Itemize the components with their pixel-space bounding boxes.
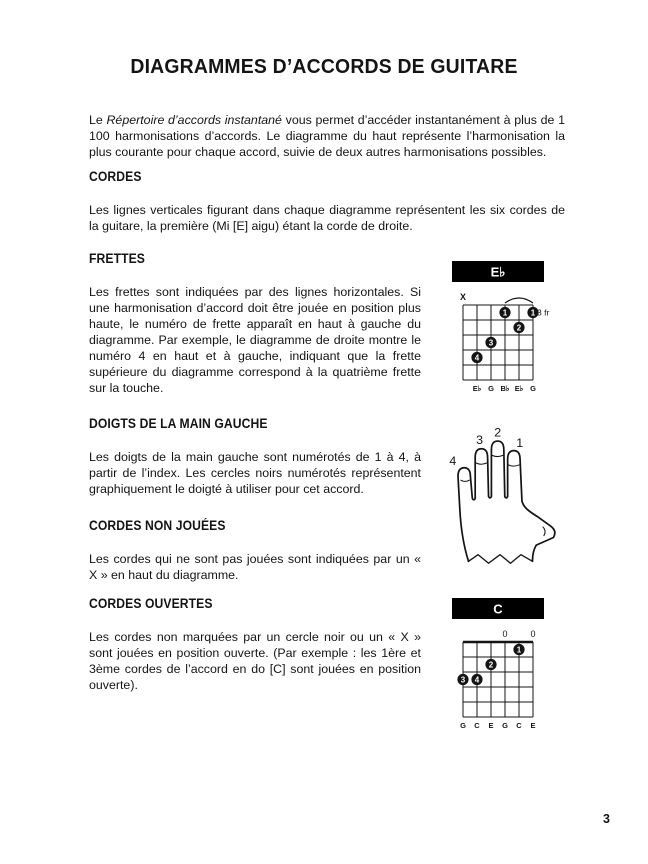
- section-heading-cordes-ouvertes: CORDES OUVERTES: [89, 596, 213, 611]
- finger-label: 1: [516, 435, 524, 450]
- intro-segment: Répertoire d’accords instantané: [106, 113, 282, 128]
- section-body-cordes-ouvertes: Les cordes non marquées par un cercle noir ou un « X » sont jouées en position ouverte. (Par exemple : les 1ère et 3ème cordes de l’accord en do [C] sont jouées en position ouverte).: [89, 630, 421, 693]
- section-body-frettes: Les frettes sont indiquées par des lignes horizontales. Si une harmonisation d’accord doit être jouée en position plus haute, le numéro de frette apparaît en haut à gauche du diagramme. Par exemple, le diagramme de droite montre le numéro 4 en haut et à gauche, indiquant que la frette supérieure du diagramme correspond à la quatrième frette sur la touche.: [89, 285, 421, 396]
- fret-position-label: 3 fr: [537, 307, 550, 318]
- open-string-marker: 0: [530, 629, 536, 639]
- finger-dot-number: 1: [530, 308, 536, 318]
- note-name: G: [488, 384, 494, 393]
- muted-string-marker: X: [459, 292, 467, 302]
- note-name: E♭: [472, 384, 482, 393]
- note-name: C: [474, 721, 480, 730]
- finger-dot-number: 3: [460, 675, 466, 685]
- note-name: E♭: [514, 384, 524, 393]
- finger-dot-number: 2: [488, 660, 494, 670]
- section-heading-frettes: FRETTES: [89, 251, 145, 266]
- section-heading-doigts: DOIGTS DE LA MAIN GAUCHE: [89, 416, 268, 431]
- chord-name: E♭: [490, 264, 506, 280]
- open-string-marker: 0: [502, 629, 508, 639]
- finger-dot-number: 1: [516, 645, 522, 655]
- note-name: C: [516, 721, 522, 730]
- finger-label: 2: [494, 425, 502, 440]
- note-name: B♭: [500, 384, 510, 393]
- page-number: 3: [603, 812, 610, 826]
- intro-segment: Le: [89, 113, 107, 128]
- intro-paragraph: [89, 112, 565, 160]
- page-title: DIAGRAMMES D’ACCORDS DE GUITARE: [130, 56, 518, 78]
- section-body-cordes-non-jouees: Les cordes qui ne sont pas jouées sont indiquées par un « X » en haut du diagramme.: [89, 552, 421, 583]
- hand-outline: [458, 441, 555, 563]
- barre-curve: [505, 298, 533, 303]
- section-body-cordes: Les lignes verticales figurant dans chaque diagramme représentent les six cordes de la guitare, la première (Mi [E] aigu) étant la corde de droite.: [89, 203, 565, 234]
- finger-dot-number: 2: [516, 323, 522, 333]
- finger-dot-number: 4: [474, 353, 480, 363]
- wrist-zigzag: [469, 555, 533, 564]
- finger-dot-number: 4: [474, 675, 480, 685]
- section-body-doigts: Les doigts de la main gauche sont numérotés de 1 à 4, à partir de l’index. Les cercles noirs numérotés représentent graphiquement le doigté à utiliser pour cet accord.: [89, 450, 421, 497]
- finger-label: 4: [449, 453, 457, 468]
- finger-number-labels: [449, 425, 523, 468]
- chord-name: C: [493, 601, 503, 617]
- section-heading-cordes-non-jouees: CORDES NON JOUÉES: [89, 518, 226, 533]
- note-name: G: [502, 721, 508, 730]
- section-heading-cordes: CORDES: [89, 169, 142, 184]
- intro-segment: vous permet d’accéder instantanément à plus de 1 100 harmonisations d’accords. Le diagramme du haut représente l’harmonisation la plus courante pour chaque accord, suivie de deux autres harmonisations possibles.: [89, 113, 565, 160]
- chord-diagram-c: [452, 598, 564, 740]
- note-name: G: [460, 721, 466, 730]
- finger-label: 3: [476, 432, 484, 447]
- note-name: E: [488, 721, 494, 730]
- hand-illustration: [437, 421, 563, 569]
- chord-diagram-eb: [452, 261, 564, 403]
- note-name: G: [530, 384, 536, 393]
- finger-dot-number: 1: [502, 308, 508, 318]
- note-name: E: [530, 721, 536, 730]
- fingertip-creases: [461, 455, 545, 535]
- finger-dot-number: 3: [488, 338, 494, 348]
